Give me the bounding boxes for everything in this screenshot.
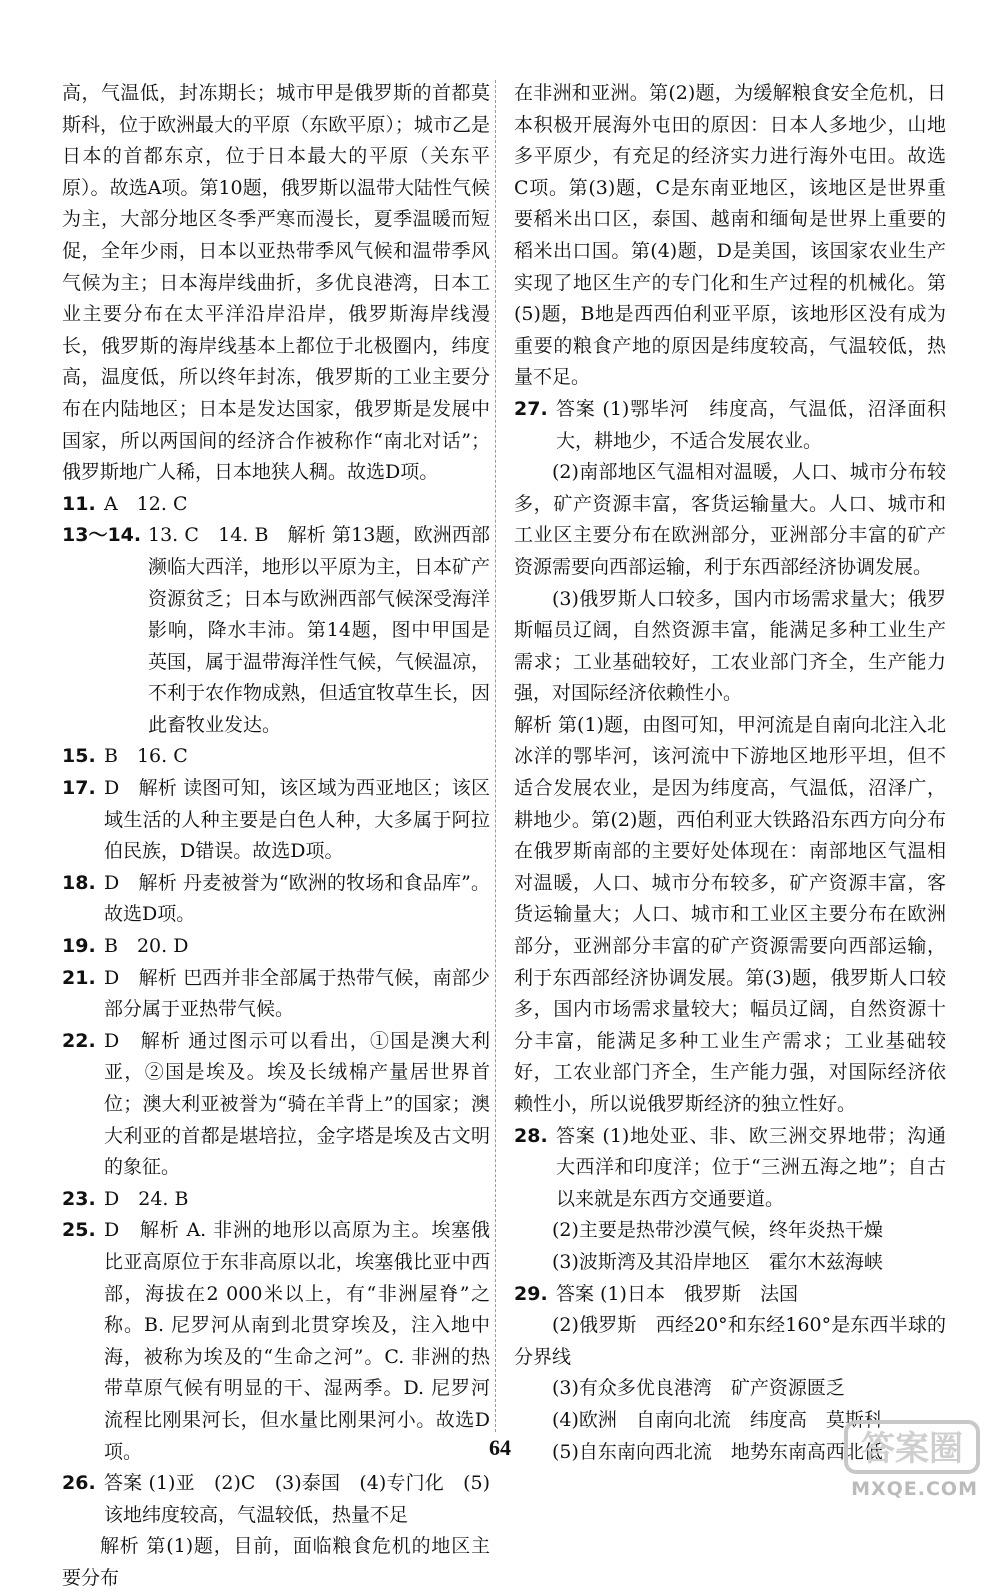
item-number: 27. (514, 397, 548, 420)
q27-answer-2: (2)南部地区气温相对温暖，人口、城市分布较多，矿产资源丰富，客货运输量大。人口、城市和工业区主要分布在欧洲部分，亚洲部分丰富的矿产资源需要向西部运输，利于东西部经济协调发展。 (514, 461, 946, 578)
left-column (62, 78, 490, 1595)
item-text: D 解析 A. 非洲的地形以高原为主。埃塞俄比亚高原位于东非高原以北，埃塞俄比亚中西部，海拔在2 000米以上，有“非洲屋脊”之称。B. 尼罗河从南到北贯穿埃及，注入地中海，被称为埃及的“生命之河”。C. 非洲的热带草原气候有明显的干、湿两季。D. 尼罗河流程比刚果河长，但水量比刚果河小。故选D项。 (104, 1219, 490, 1463)
item-number: 17. (62, 777, 96, 800)
q27-answer-1: 答案 (1)鄂毕河 纬度高，气温低，沼泽面积大，耕地少，不适合发展农业。 (556, 397, 946, 452)
answer-item-17 (62, 773, 490, 868)
answer-item-26 (62, 1468, 490, 1531)
item-text: D 解析 巴西并非全部属于热带气候，南部少部分属于亚热带气候。 (104, 966, 490, 1021)
item-number: 15. (62, 745, 96, 768)
left-intro-paragraph: 高，气温低，封冻期长；城市甲是俄罗斯的首都莫斯科，位于欧洲最大的平原（东欧平原）；城市乙是日本的首都东京，位于日本最大的平原（关东平原）。故选A项。第10题，俄罗斯以温带大陆性气候为主，大部分地区冬季严寒而漫长，夏季温暖而短促，全年少雨，日本以亚热带季风气候和温带季风气候为主；日本海岸线曲折，多优良港湾，日本工业主要分布在太平洋沿岸沿岸，俄罗斯海岸线漫长，俄罗斯的海岸线基本上都位于北极圈内，纬度高，温度低，所以终年封冻，俄罗斯的工业主要分布在内陆地区；日本是发达国家，俄罗斯是发展中国家，所以两国间的经济合作被称作“南北对话”；俄罗斯地广人稀，日本地狭人稠。故选D项。 (62, 82, 490, 484)
right-column (514, 78, 946, 1468)
column-divider (495, 80, 496, 1432)
q27-answer-3: (3)俄罗斯人口较多，国内市场需求量大；俄罗斯幅员辽阔，自然资源丰富，能满足多种工业生产需求；工业基础较好，工农业部门齐全，生产能力强，对国际经济依赖性小。 (514, 587, 946, 705)
item-text: 答案 (1)亚 (2)C (3)泰国 (4)专门化 (5)该地纬度较高，气温较低，热量不足 (104, 1472, 490, 1526)
answer-item-28 (514, 1121, 946, 1216)
item-number: 19. (62, 935, 96, 958)
answer-item-27 (514, 394, 946, 457)
item-number: 23. (62, 1187, 96, 1210)
item-text: D 解析 丹麦被誉为“欧洲的牧场和食品库”。故选D项。 (104, 871, 490, 926)
answer-item-25 (62, 1215, 490, 1468)
page-number: 64 (489, 1435, 511, 1460)
item-text: B 20. D (104, 935, 189, 958)
answer-item-15 (62, 741, 490, 773)
q29-answer-4: (4)欧洲 自南向北流 纬度高 莫斯科 (552, 1408, 883, 1431)
q29-answer-5: (5)自东南向西北流 地势东南高西北低 (552, 1440, 883, 1463)
item-number: 13～14. (62, 524, 142, 547)
watermark-text: MXQE.COM (851, 1478, 978, 1500)
answer-item-19 (62, 931, 490, 963)
item-26-analysis-continued: 在非洲和亚洲。第(2)题，为缓解粮食安全危机，日本积极开展海外屯田的原因：日本人多地少，山地多平原少，有充足的经济实力进行海外屯田。故选C项。第(3)题，C是东南亚地区，该地区是世界重要稻米出口区，泰国、越南和缅甸是世界上重要的稻米出口国。第(4)题，D是美国，该国家农业生产实现了地区生产的专门化和生产过程的机械化。第(5)题，B地是西西伯利亚平原，该地形区没有成为重要的粮食产地的原因是纬度较高，气温较低，热量不足。 (514, 82, 946, 389)
answer-item-22 (62, 1026, 490, 1184)
q27-analysis: 解析 第(1)题，由图可知，甲河流是自南向北注入北冰洋的鄂毕河，该河流中下游地区地形平坦，但不适合发展农业，是因为纬度高，气温低，沼泽广，耕地少。第(2)题，西伯利亚大铁路沿东西方向分布在俄罗斯南部的主要好处体现在：南部地区气温相对温暖，人口、城市分布较多，矿产资源丰富，客货运输量大；人口、城市和工业区主要分布在欧洲部分，亚洲部分丰富的矿产资源需要向西部运输，利于东西部经济协调发展。第(3)题，俄罗斯人口较多，国内市场需求量较大；幅员辽阔，自然资源十分丰富，能满足多种工业生产需求；工业基础较好，工农业部门齐全，生产能力强，对国际经济依赖性小，所以说俄罗斯经济的独立性好。 (514, 713, 946, 1115)
answer-item-11 (62, 489, 490, 521)
item-number: 22. (62, 1029, 96, 1052)
q28-answer-1: 答案 (1)地处亚、非、欧三洲交界地带；沟通大西洋和印度洋；位于“三洲五海之地”；自古以来就是东西方交通要道。 (556, 1124, 946, 1210)
item-number: 26. (62, 1472, 96, 1495)
item-number: 29. (514, 1282, 548, 1305)
q28-answer-3: (3)波斯湾及其沿岸地区 霍尔木兹海峡 (552, 1250, 883, 1273)
item-26-analysis: 解析 第(1)题，目前，面临粮食危机的地区主要分布 (62, 1535, 490, 1589)
item-text: D 解析 通过图示可以看出，①国是澳大利亚，②国是埃及。埃及长绒棉产量居世界首位；澳大利亚被誉为“骑在羊背上”的国家；澳大利亚的首都是堪培拉，金字塔是埃及古文明的象征。 (104, 1029, 490, 1179)
item-number: 28. (514, 1124, 548, 1147)
item-text: 13. C 14. B 解析 第13题，欧洲西部濒临大西洋，地形以平原为主，日本矿产资源贫乏；日本与欧洲西部气候深受海洋影响，降水丰沛。第14题，图中甲国是英国，属于温带海洋性气候，气候温凉，不利于农作物成熟，但适宜牧草生长，因此畜牧业发达。 (148, 524, 491, 736)
item-text: D 解析 读图可知，该区域为西亚地区；该区域生活的人种主要是白色人种，大多属于阿拉伯民族，D错误。故选D项。 (104, 777, 490, 863)
item-number: 25. (62, 1219, 96, 1242)
q29-answer-3: (3)有众多优良港湾 矿产资源匮乏 (552, 1377, 845, 1400)
answer-item-23 (62, 1184, 490, 1216)
item-number: 18. (62, 871, 96, 894)
answer-item-29 (514, 1279, 946, 1311)
answer-item-21 (62, 963, 490, 1026)
item-number: 21. (62, 966, 96, 989)
q29-answer-2: (2)俄罗斯 西经20°和东经160°是东西半球的分界线 (514, 1314, 946, 1368)
q29-answer-1: 答案 (1)日本 俄罗斯 法国 (556, 1282, 798, 1305)
svg-text:答案圈: 答案圈 (861, 1429, 963, 1469)
answer-item-13-14 (62, 520, 490, 741)
item-text: D 24. B (104, 1187, 189, 1210)
item-text: A 12. C (104, 492, 188, 515)
item-text: B 16. C (104, 745, 188, 768)
answer-item-18 (62, 868, 490, 931)
item-number: 11. (62, 492, 96, 515)
q28-answer-2: (2)主要是热带沙漠气候，终年炎热干燥 (552, 1219, 883, 1242)
